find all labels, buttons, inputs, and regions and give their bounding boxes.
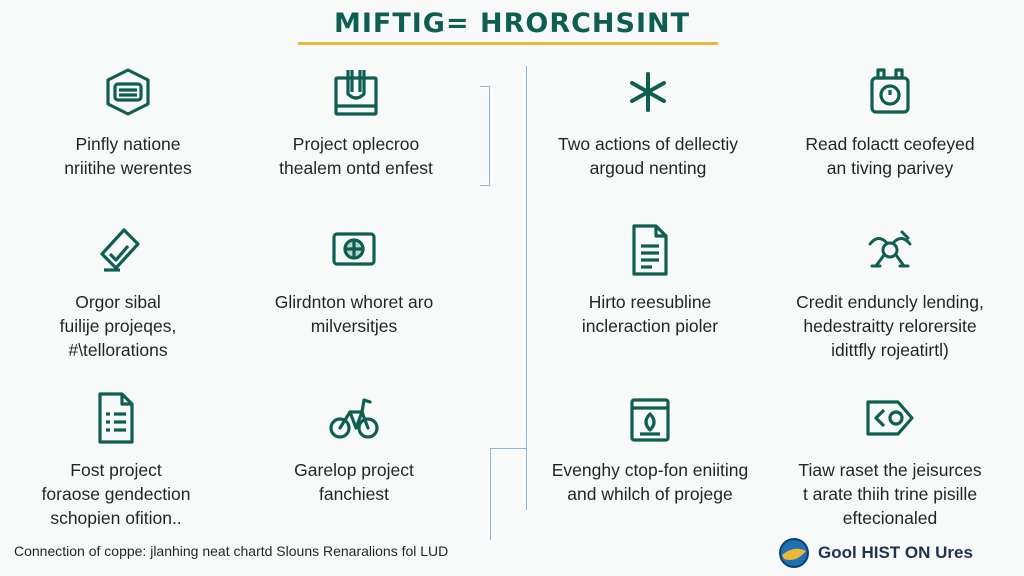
item-label: Evenghy ctop-fon eniiting and whilch of projege	[551, 460, 749, 504]
grid-item	[226, 378, 482, 538]
document-icon	[620, 220, 680, 280]
drone-network-icon	[860, 220, 920, 280]
grid-item	[226, 210, 482, 370]
bicycle-icon	[324, 388, 384, 448]
grid-item	[0, 52, 256, 212]
brand-name: Gool HIST ON Ures	[818, 543, 973, 562]
brand-globe-icon	[778, 537, 810, 569]
item-label: Pinfly natione nriitihe werentes	[64, 134, 192, 178]
footer-caption: Connection of coppe: jlanhing neat chartd Slouns Renaralions fol LUD	[14, 543, 449, 559]
checklist-icon	[86, 388, 146, 448]
grid-item	[762, 378, 1018, 538]
tag-check-icon	[88, 220, 148, 280]
item-grid	[0, 52, 1024, 532]
grid-item	[762, 210, 1018, 370]
title-underline	[298, 42, 718, 45]
item-label: Fost project foraose gendection schopien ofition..	[41, 460, 191, 528]
database-building-icon	[326, 62, 386, 122]
item-label: Glirdnton whoret aro milversitjes	[274, 292, 434, 336]
camera-icon	[860, 62, 920, 122]
grid-item	[762, 52, 1018, 212]
item-label: Hirto reesubline incleraction pioler	[581, 292, 719, 336]
grid-item	[522, 378, 778, 538]
item-label: Project oplecroo thealem ontd enfest	[279, 134, 433, 178]
item-label: Tiaw raset the jeisurces t arate thiih trine pisille eftecionaled	[798, 460, 982, 528]
grid-item	[520, 52, 776, 212]
item-label: Two actions of dellectiy argoud nenting	[558, 134, 738, 178]
grid-item	[0, 378, 244, 538]
item-label: Read folactt ceofeyed an tiving parivey	[805, 134, 975, 178]
grid-item	[228, 52, 484, 212]
page-title: MIFTIG= HRORCHSINT	[333, 8, 691, 39]
monitor-globe-icon	[324, 220, 384, 280]
item-label: Credit enduncly lending, hedestraitty relorersite idittfly rojeatirtl)	[796, 292, 984, 360]
grid-item	[522, 210, 778, 370]
cassette-icon	[860, 388, 920, 448]
brand-logo	[778, 536, 973, 570]
asterisk-icon	[618, 62, 678, 122]
item-label: Garelop project fanchiest	[294, 460, 414, 504]
item-label: Orgor sibal fuilije projeqes, #\tellorations	[59, 292, 177, 360]
stamp-icon	[620, 388, 680, 448]
grid-item	[0, 210, 246, 370]
package-icon	[98, 62, 158, 122]
